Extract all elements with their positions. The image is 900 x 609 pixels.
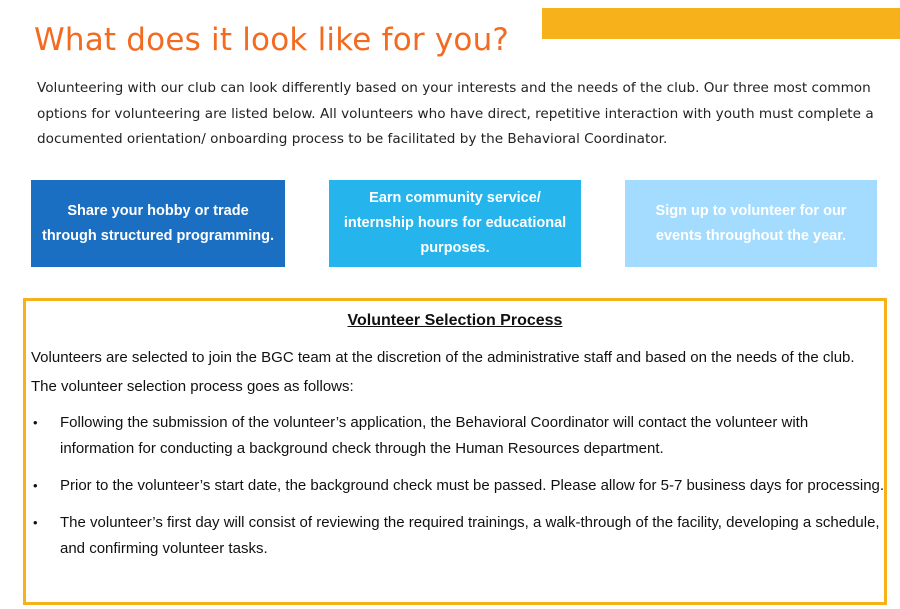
selection-steps-list: [26, 410, 886, 573]
selection-process-title: Volunteer Selection Process: [347, 312, 563, 329]
page-title: What does it look like for you?: [34, 22, 510, 58]
bullet-icon: •: [33, 478, 38, 493]
step-text: The volunteer’s first day will consist of reviewing the required trainings, a walk-through of the facility, developing a schedule, and confirming volunteer tasks.: [60, 514, 880, 557]
list-item: [26, 510, 886, 562]
bullet-icon: •: [33, 415, 38, 430]
option-service-hours-box: [329, 180, 581, 267]
step-text: Prior to the volunteer’s start date, the background check must be passed. Please allow for 5-7 business days for processing.: [60, 477, 885, 494]
option-service-hours-text: Earn community service/ internship hours for educational purposes.: [343, 190, 567, 256]
accent-bar: [542, 8, 900, 39]
option-hobby-text: Share your hobby or trade through structured programming.: [42, 202, 274, 244]
bullet-icon: •: [33, 515, 38, 530]
selection-process-box: [23, 298, 887, 605]
option-events-box: [625, 180, 877, 267]
option-events-text: Sign up to volunteer for our events throughout the year.: [655, 202, 847, 244]
list-item: [26, 410, 886, 462]
option-hobby-box: [31, 180, 285, 267]
list-item: [26, 473, 886, 499]
selection-process-intro: Volunteers are selected to join the BGC team at the discretion of the administrative staff and based on the needs of the club. The volunteer selection process goes as follows:: [31, 349, 855, 395]
intro-paragraph: Volunteering with our club can look differently based on your interests and the needs of the club. Our three most common options for volunteering are listed below. All volunteers who have direct, repetitive interaction with youth must complete a documented orientation/ onboarding process to be facilitated by the Behavioral Coordinator.: [37, 80, 874, 147]
step-text: Following the submission of the volunteer’s application, the Behavioral Coordinator will contact the volunteer with information for conducting a background check through the Human Resources department.: [60, 414, 809, 457]
